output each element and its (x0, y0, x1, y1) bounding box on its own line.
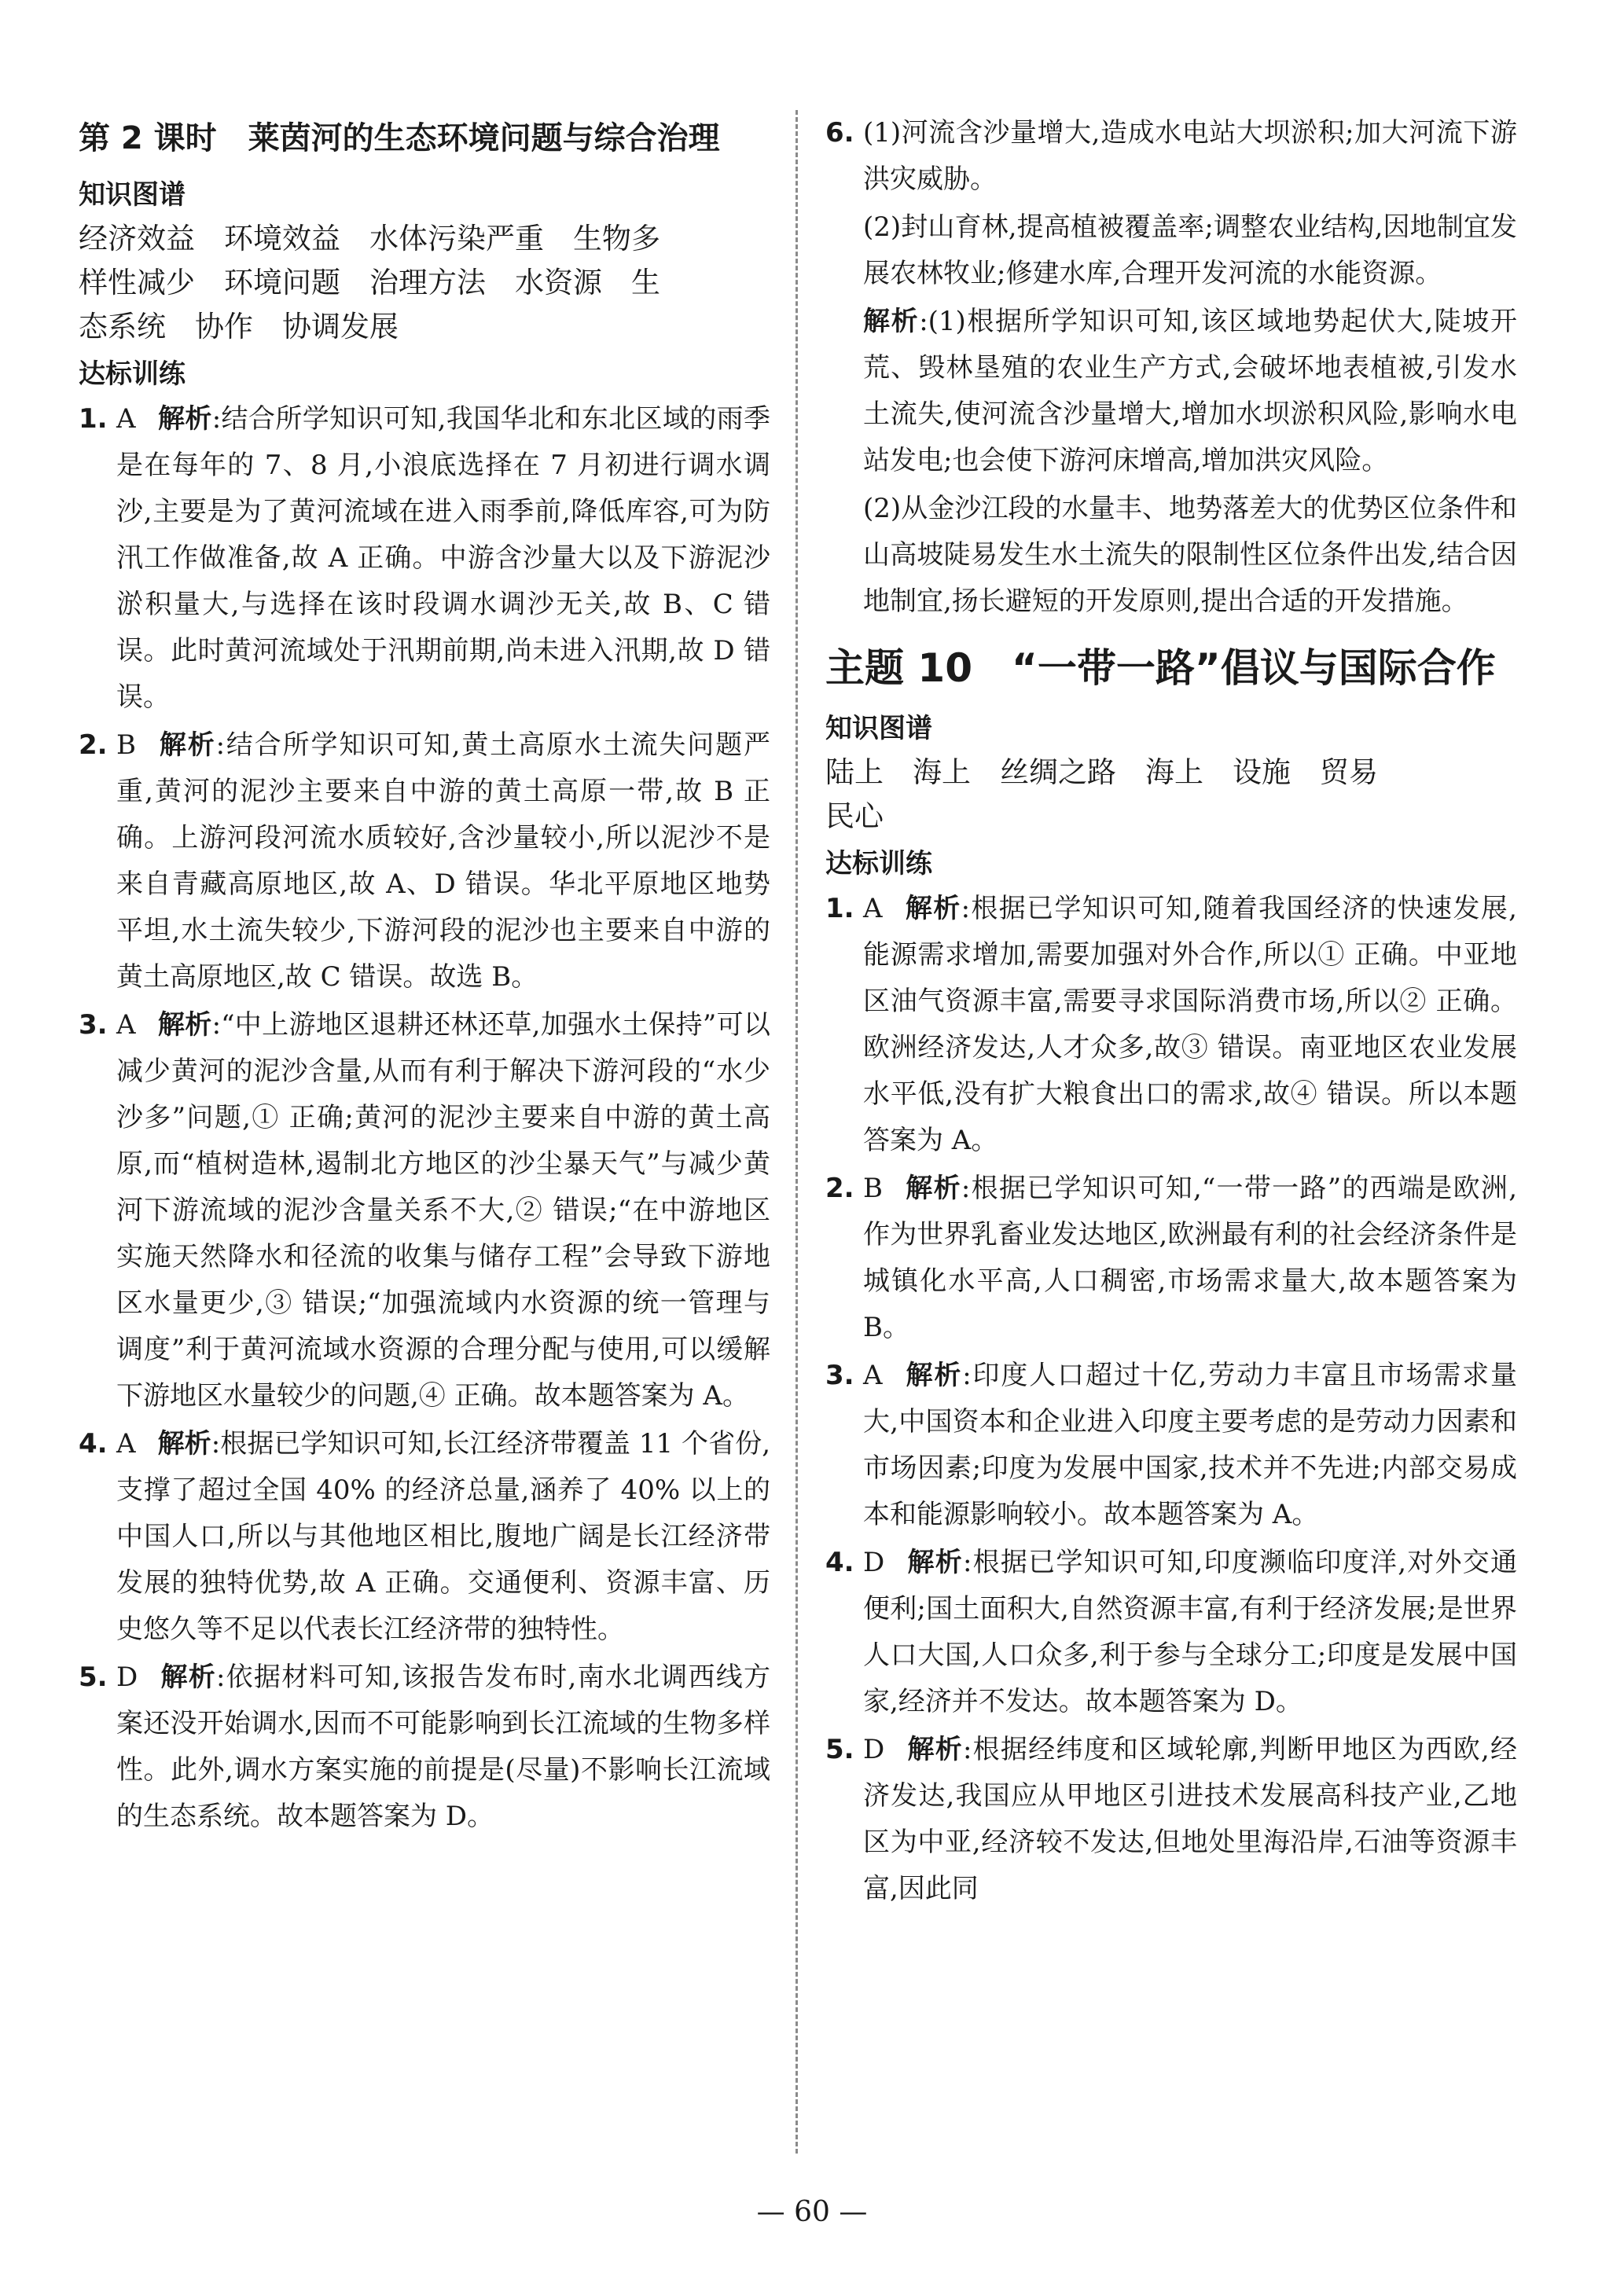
answer-item (79, 1421, 770, 1653)
q6-explanation-2: (2)从金沙江段的水量丰、地势落差大的优势区位条件和山高坡陡易发生水土流失的限制性区位条件出发,结合因地制宜,扬长避短的开发原则,提出合适的开发措施。 (863, 493, 1517, 617)
item-number: 4. (825, 1547, 854, 1578)
answer-item (79, 396, 770, 721)
left-column (79, 110, 770, 1842)
knowledge-terms (79, 217, 770, 349)
answer-item (825, 1353, 1517, 1538)
q6-answer-part2: (2)封山育林,提高植被覆盖率;调整农业结构,因地制宜发展农林牧业;修建水库,合理开发河流的水能资源。 (863, 211, 1517, 289)
knowledge-map-heading: 知识图谱 (79, 179, 186, 211)
explanation-text: :根据已学知识可知,印度濒临印度洋,对外交通便利;国土面积大,自然资源丰富,有利于经济发展;是世界人口大国,人口众多,利于参与全球分工;印度是发展中国家,经济并不发达。故本题答案为 D。 (863, 1547, 1518, 1717)
knowledge-terms (825, 751, 1517, 839)
lesson-title: 第 2 课时 莱茵河的生态环境问题与综合治理 (79, 120, 720, 156)
item-number: 2. (79, 729, 108, 761)
knowledge-terms-line: 样性减少 环境问题 治理方法 水资源 生 (79, 266, 660, 299)
answer-item (79, 722, 770, 1001)
item-answer: B (863, 1173, 883, 1204)
explanation-text: :“中上游地区退耕还林还草,加强水土保持”可以减少黄河的泥沙含量,从而有利于解决下游河段的“水少沙多”问题,① 正确;黄河的泥沙主要来自中游的黄土高原,而“植树造林,遏制北方地区的沙尘暴天气”与减少黄河下游流域的泥沙含量关系不大,② 错误;“在中游地区实施天然降水和径流的收集与储存工程”会导致下游地区水量更少,③ 错误;“加强流域内水资源的统一管理与调度”利于黄河流域水资源的合理分配与使用,可以缓解下游地区水量较少的问题,④ 正确。故本题答案为 A。 (116, 1009, 771, 1412)
knowledge-map-heading: 知识图谱 (825, 713, 932, 744)
q6-explanation-row (825, 299, 1517, 484)
page-number: — 60 — (756, 2196, 868, 2228)
explanation-label: 解析 (906, 1734, 963, 1765)
explanation-text: :根据已学知识可知,随着我国经济的快速发展,能源需求增加,需要加强对外合作,所以① 正确。中亚地区油气资源丰富,需要寻求国际消费市场,所以② 正确。欧洲经济发达,人才众多,故③ 错误。南亚地区农业发展水平低,没有扩大粮食出口的需求,故④ 错误。所以本题答案为 A。 (863, 893, 1517, 1156)
explanation-text: :根据已学知识可知,“一带一路”的西端是欧洲,作为世界乳畜业发达地区,欧洲最有利的社会经济条件是城镇化水平高,人口稠密,市场需求量大,故本题答案为 B。 (863, 1173, 1518, 1343)
item-answer: A (116, 1428, 136, 1460)
explanation-text: :结合所学知识可知,黄土高原水土流失问题严重,黄河的泥沙主要来自中游的黄土高原一带,故 B 正确。上游河段河流水质较好,含沙量较小,所以泥沙不是来自青藏高原地区,故 A、D 错误。华北平原地区地势平坦,水土流失较少,下游河段的泥沙也主要来自中游的黄土高原地区,故 C 错误。故选 B。 (116, 729, 770, 993)
item-number: 5. (79, 1662, 108, 1693)
answer-item (825, 886, 1517, 1164)
item-answer: B (116, 729, 136, 761)
q6-explanation-row-2 (825, 486, 1517, 625)
explanation-label: 解析 (157, 1009, 212, 1041)
item-number: 1. (825, 893, 854, 924)
item-number: 3. (825, 1360, 854, 1391)
q6-explanation-1: :(1)根据所学知识可知,该区域地势起伏大,陡坡开荒、毁林垦殖的农业生产方式,会破坏地表植被,引发水土流失,使河流含沙量增大,增加水坝淤积风险,影响水电站发电;也会使下游河床增高,增加洪灾风险。 (863, 306, 1518, 476)
item-answer: D (863, 1547, 885, 1578)
explanation-text: :根据已学知识可知,长江经济带覆盖 11 个省份,支撑了超过全国 40% 的经济总量,涵养了 40% 以上的中国人口,所以与其他地区相比,腹地广阔是长江经济带发展的独特优势,故 A 正确。交通便利、资源丰富、历史悠久等不足以代表长江经济带的独特性。 (116, 1428, 771, 1645)
explanation-label: 解析 (158, 729, 216, 761)
item-number: 2. (825, 1173, 854, 1204)
right-column (825, 110, 1517, 1914)
answer-item (825, 1727, 1517, 1912)
answer-item (825, 1540, 1517, 1725)
item-number: 1. (79, 403, 108, 435)
explanation-label: 解析 (863, 306, 920, 337)
answer-item (79, 1002, 770, 1419)
q6-answer-part2-row (825, 204, 1517, 297)
item-answer: D (116, 1662, 138, 1693)
explanation-label: 解析 (906, 1547, 963, 1578)
item-number: 5. (825, 1734, 854, 1765)
explanation-text: :印度人口超过十亿,劳动力丰富且市场需求量大,中国资本和企业进入印度主要考虑的是劳动力因素和市场因素;印度为发展中国家,技术并不先进;内部交易成本和能源影响较小。故本题答案为 A。 (863, 1360, 1518, 1530)
knowledge-terms-line: 经济效益 环境效益 水体污染严重 生物多 (79, 222, 660, 255)
training-heading: 达标训练 (79, 358, 186, 390)
item-answer: A (116, 1009, 136, 1041)
item-number: 6. (825, 117, 854, 149)
explanation-label: 解析 (905, 1173, 961, 1204)
answer-item (825, 1166, 1517, 1351)
explanation-text: :结合所学知识可知,我国华北和东北区域的雨季是在每年的 7、8 月,小浪底选择在 7 月初进行调水调沙,主要是为了黄河流域在进入雨季前,降低库容,可为防汛工作做准备,故 A 正确。中游含沙量大以及下游泥沙淤积量大,与选择在该时段调水调沙无关,故 B、C 错误。此时黄河流域处于汛期前期,尚未进入汛期,故 D 错误。 (116, 403, 771, 713)
explanation-label: 解析 (904, 893, 961, 924)
q6-answer-part1: (1)河流含沙量增大,造成水电站大坝淤积;加大河流下游洪灾威胁。 (863, 117, 1517, 195)
item-number: 4. (79, 1428, 108, 1460)
explanation-text: :根据经纬度和区域轮廓,判断甲地区为西欧,经济发达,我国应从甲地区引进技术发展高科技产业,乙地区为中亚,经济较不发达,但地处里海沿岸,石油等资源丰富,因此同 (863, 1734, 1518, 1904)
topic-title: 主题 10 “一带一路”倡议与国际合作 (825, 645, 1496, 691)
explanation-label: 解析 (157, 1428, 211, 1460)
item-number: 3. (79, 1009, 108, 1041)
explanation-label: 解析 (160, 1662, 216, 1693)
column-divider (795, 110, 798, 2154)
explanation-label: 解析 (904, 1360, 963, 1391)
answer-item (79, 1654, 770, 1840)
explanation-label: 解析 (157, 403, 212, 435)
answer-item-q6 (825, 110, 1517, 203)
item-answer: A (863, 1360, 883, 1391)
explanation-text: :依据材料可知,该报告发布时,南水北调西线方案还没开始调水,因而不可能影响到长江流域的生物多样性。此外,调水方案实施的前提是(尽量)不影响长江流域的生态系统。故本题答案为 D。 (116, 1662, 771, 1832)
item-answer: A (863, 893, 883, 924)
knowledge-terms-line: 态系统 协作 协调发展 (79, 310, 399, 343)
item-answer: D (863, 1734, 885, 1765)
item-answer: A (116, 403, 136, 435)
training-heading: 达标训练 (825, 848, 932, 879)
knowledge-terms-line: 陆上 海上 丝绸之路 海上 设施 贸易 (825, 755, 1378, 789)
knowledge-terms-line: 民心 (825, 799, 884, 833)
